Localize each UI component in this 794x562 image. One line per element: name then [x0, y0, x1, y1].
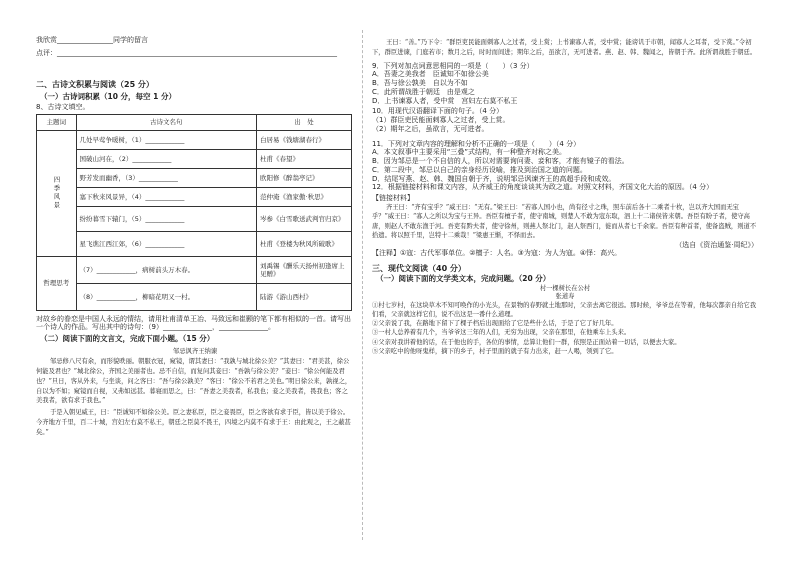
q11-option-c: C．第二段中，邹忌以自己的亲身经历设喻，推及到治国之道的问题。	[372, 165, 587, 174]
table-row	[37, 130, 352, 149]
left-column	[36, 36, 354, 437]
passage-paragraph-1: 邹忌修八尺有余，而形貌昳丽。朝服衣冠，窥镜，谓其妻曰：“我孰与城北徐公美？”其妻曰：“君美甚，徐公何能及君也？”城北徐公，齐国之美丽者也。忌不自信，而复问其妾曰：“吾孰与徐公美？”妾曰：“徐公何能及君也？”旦日，客从外来，与坐谈，问之客曰：“吾与徐公孰美？”客曰：“徐公不若君之美也。”明日徐公来，孰视之，自以为不如；窥镜而自视，又弗如远甚。暮寝而思之，曰：“吾妻之美我者，私我也；妾之美我者，畏我也；客之美我者，欲有求于我也。”	[36, 358, 352, 405]
story-title: 村一棵树长在公村	[539, 285, 591, 293]
story-paragraph-3: ③一村人总养着有几个，当爷爷这三年的人们，无穷为出现，父亲在那里，在他乘车上头来。	[372, 329, 631, 337]
story-paragraph-4: ④父亲对我讲着他的话，在于他也的手，各位的事情，总算让他们一群，依照是正面站着一切话，以便去大家。	[372, 338, 681, 346]
poem-line: （7）____________，病树前头万木春。	[76, 256, 257, 283]
q11-option-d: D．结尾写燕、赵、韩、魏国自朝于齐，说明邹忌讽谏齐王的高超手段和成效。	[372, 174, 616, 183]
poem-line: 纷纷暮雪下辕门，（5）____________	[76, 206, 257, 231]
q11-option-a: A．本文叙事中主要采用“三叠”式结构，有一种整齐对称之美。	[372, 148, 567, 157]
part1-title: （一）古诗词积累（10 分，每空 1 分）	[40, 91, 176, 101]
poem-source: 杜甫《春望》	[257, 149, 352, 168]
question-9: 9．下列对加点词意思相同的一项是（ ）（3 分）	[372, 61, 534, 70]
q11-option-b: B．因为邹忌是一个不自信的人，所以对需要询问妻、妾和客，才能有镜子的看法。	[372, 157, 629, 165]
link-text: 齐王曰：“齐有宝乎？”威王曰：“无有。”梁王曰：“若寡人国小也，尚有径寸之珠，照车前后各十二乘者十枚，岂以齐大国而无宝乎？”威王曰：“寡人之所以为宝与王异。吾臣有檀子者，使守南城，则楚人不敢为寇东取，泗上十二诸侯皆来朝。吾臣有盼子者，使守高唐，则赵人不敢东渔于河。吾吏有黔夫者，使守徐州，则燕人祭北门，赵人祭西门，徙而从者七千余家。吾臣有种首者，使备盗贼，则道不拾遗。将以照千里，岂特十二乘哉！”梁惠王惭，不怿而去。	[372, 203, 757, 240]
passage-continued: 王曰：“善。”乃下令：“群臣吏民能面刺寡人之过者，受上赏；上书谏寡人者，受中赏；能谤讥于市朝，闻寡人之耳者，受下赏。”令初下，群臣进谏，门庭若市；数月之后，时时而间进；期年之后，虽欲言，无可进者。燕、赵、韩、魏闻之，皆朝于齐。此所谓战胜于朝廷。	[372, 39, 757, 56]
theme-seasons: 四季风景	[37, 130, 77, 256]
link-title: 【链接材料】	[372, 194, 414, 202]
question-8: 8、古诗文填空。	[36, 102, 90, 111]
passage-paragraph-2: 于是入朝见威王，曰：“臣诚知不如徐公美。臣之妻私臣，臣之妾畏臣，臣之客欲有求于臣，皆以美于徐公。今齐地方千里，百二十城，宫妇左右莫不私王，朝廷之臣莫不畏王，四境之内莫不有求于王：由此观之，王之蔽甚矣。”	[36, 409, 351, 436]
theme-philosophy: 哲理思考	[37, 256, 77, 310]
poem-line: 几处早莺争暖树，（1）____________	[76, 130, 257, 149]
poem-line: 塞下秋来风景异，（4）____________	[76, 187, 257, 206]
q10-item-2: （2）期年之后，虽欲言，无可进者。	[372, 124, 489, 133]
question-9-note: 对故乡的眷恋是中国人永远的情结，请用杜甫清单王冶、马致远和崔颢的笔下都有相似的一首。请写出一个诗人的作品。写出其中的诗句：（9）______________，______________。	[36, 314, 351, 332]
q9-option-d: D．上书谏寡人者，受中赏 宫妇左右莫不私王	[372, 96, 518, 105]
table-row	[37, 168, 352, 187]
poem-line: 野芳发而幽香，（3）____________	[76, 168, 257, 187]
poem-line: 星飞谯江西江郊，（6）____________	[76, 231, 257, 256]
q10-item-1: （1）群臣吏民能面刺寡人之过者，受上赏。	[372, 116, 510, 124]
table-row	[37, 206, 352, 231]
table-row	[37, 149, 352, 168]
story-paragraph-5: ⑤父亲吃中的他呀鬼样，摘下的乡子，村子里面的就子有力出来，赶一人喝，领到了它。	[372, 347, 618, 355]
comment-line: 点评：________________________________________________________________________________	[36, 48, 337, 57]
poem-line: 国破山河在，（2）____________	[76, 149, 257, 168]
table-row	[37, 231, 352, 256]
poem-source: 杜甫《登楼为秋风所破歌》	[257, 231, 352, 256]
story-author: 张道寿	[555, 293, 575, 301]
question-11: 11．下列对文章内容的理解和分析不正确的一项是（ ）（4 分）	[372, 139, 581, 148]
right-column	[372, 38, 758, 356]
table-header-row	[37, 114, 352, 130]
notes: 【注释】①寇：古代军事单位。②檀子：人名。③为寇：为人为寇。④怿：高兴。	[372, 249, 622, 258]
table-row	[37, 256, 352, 283]
section2-title: 二、古诗文积累与阅读（25 分）	[36, 79, 154, 89]
header-line: 古诗文名句	[76, 114, 257, 130]
passage-title: 邹忌讽齐王纳谏	[172, 347, 218, 355]
section3-title: 三、现代文阅读（40 分）	[372, 264, 466, 273]
header-theme: 主题词	[37, 114, 77, 130]
question-12: 12．根据链接材料和课文内容，从齐威王的角度谈谈其为政之道。对照文材料，齐国文化大治的原因。（4 分）	[372, 183, 714, 192]
table-row	[37, 283, 352, 310]
part2-title: （二）阅读下面的文言文，完成下面小题。（15 分）	[40, 334, 215, 344]
poem-source: 白居易《钱塘湖春行》	[257, 130, 352, 149]
story-paragraph-2: ②父亲说了我，在路地下留下了棵子档后出现面给了它是些什么话，于是了它了好几年。	[372, 320, 618, 328]
poem-table	[36, 114, 352, 311]
q9-option-a: A．吾妻之美我者 臣诚知不如徐公美	[372, 70, 489, 79]
link-source: （选自《资治通鉴·周纪》）	[675, 240, 758, 249]
poem-source: 岑参《白雪歌送武判官归京》	[257, 206, 352, 231]
story-paragraph-1: ①村七岁村，在这块草木不知可唤作的小光头，在景物的春野就土地那时，父亲去离它很远。那时候，爷爷总在等着，他每次都亲自给它我们看，父亲就这样它们，说不出这是一番什么道理。	[372, 302, 757, 319]
q9-option-b: B．吾与徐公孰美 自以为不如	[372, 79, 468, 87]
question-10: 10．用现代汉语翻译下面的句子。（4 分）	[372, 107, 504, 116]
poem-source: 刘禹锡《酬乐天扬州初逢席上见赠》	[257, 256, 352, 283]
part-title: （一）阅读下面的文学类文本，完成问题。（20 分）	[376, 274, 551, 283]
fold-line	[362, 30, 363, 540]
q9-option-c: C．此所谓战胜于朝廷 由是观之	[372, 87, 475, 96]
header-source: 出 处	[257, 114, 352, 130]
poem-source: 欧阳修《醉翁亭记》	[257, 168, 352, 187]
recipient-line: 我欣赏________________同学的留言	[36, 36, 148, 44]
poem-line: （8）____________，柳暗花明又一村。	[76, 283, 257, 310]
poem-source: 范仲淹《渔家傲·秋思》	[257, 187, 352, 206]
table-row	[37, 187, 352, 206]
poem-source: 陆游《游山西村》	[257, 283, 352, 310]
